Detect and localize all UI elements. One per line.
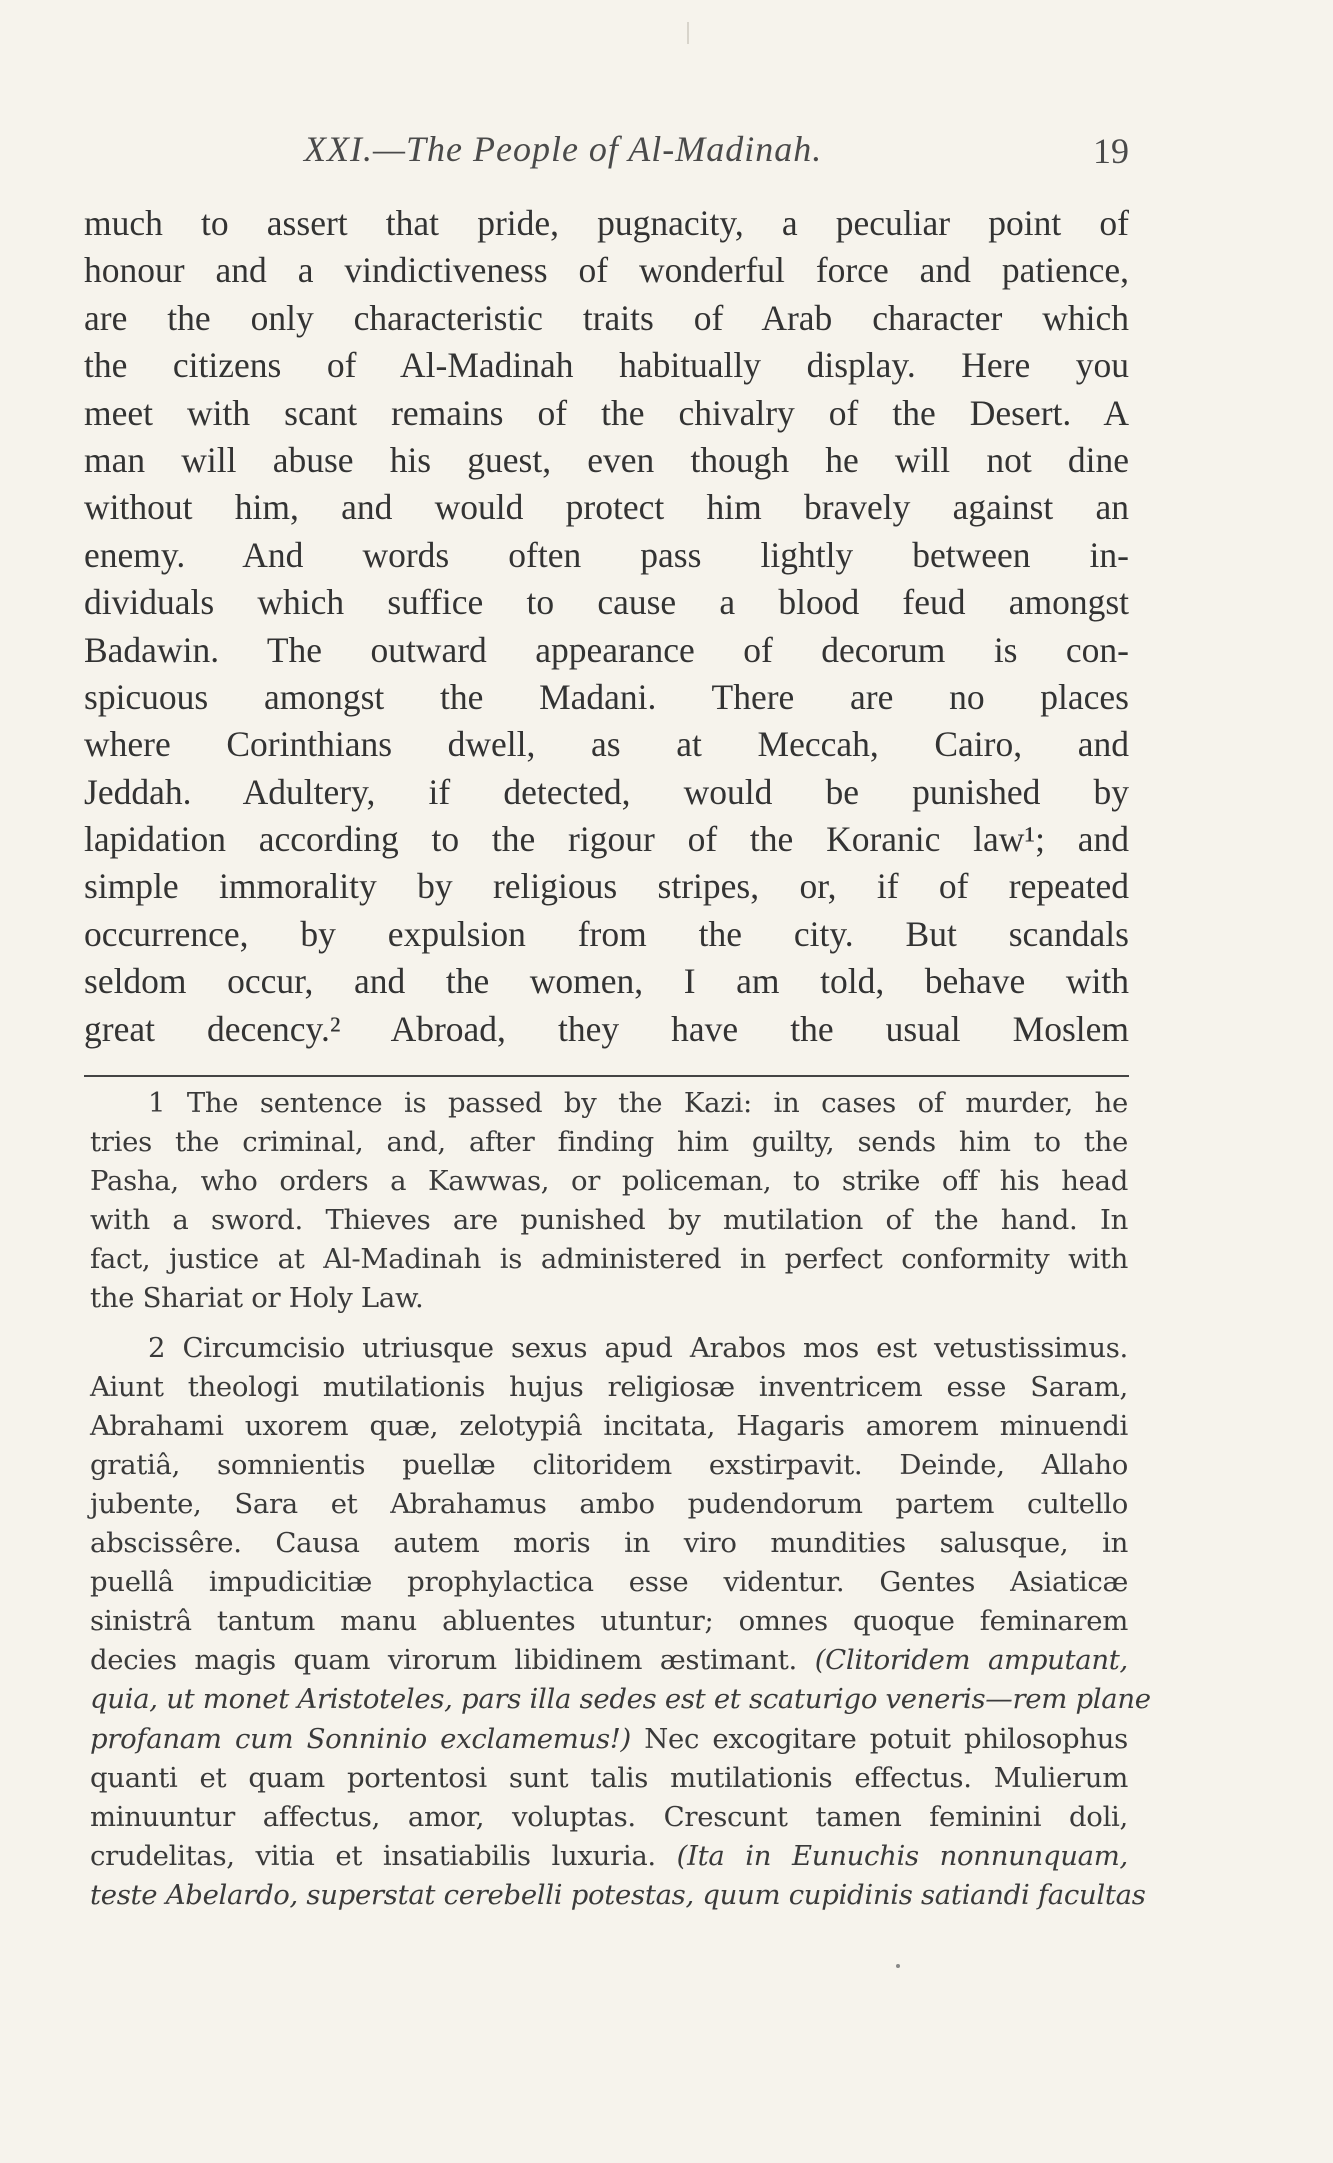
footnote-line: sinistrâ tantum manu abluentes utuntur; omnes quoque feminarem <box>90 1605 1128 1638</box>
footnote-line <box>90 1720 1128 1759</box>
body-line: meet with scant remains of the chivalry of the Desert. A <box>84 392 1129 433</box>
footnote-line: Abrahami uxorem quæ, zelotypiâ incitata, Hagaris amorem minuendi <box>90 1409 1128 1442</box>
footnotes <box>90 1084 1151 1915</box>
footnote-line: minuuntur affectus, amor, voluptas. Crescunt tamen feminini doli, <box>90 1800 1128 1833</box>
footnote-line: 2 Circumcisio utriusque sexus apud Arabos mos est vetustissimus. <box>148 1331 1128 1364</box>
body-line: honour and a vindictiveness of wonderful force and patience, <box>84 250 1129 291</box>
body-line: great decency.² Abroad, they have the usual Moslem <box>84 1008 1129 1049</box>
footnote-italic-text: (Ita in Eunuchis nonnunquam, <box>676 1839 1128 1872</box>
footnote-line: jubente, Sara et Abrahamus ambo pudendorum partem cultello <box>90 1487 1128 1520</box>
page-header <box>84 128 1129 178</box>
footnote-divider <box>84 1075 1129 1077</box>
body-line: the citizens of Al-Madinah habitually display. Here you <box>84 345 1129 386</box>
body-text <box>84 200 1129 1053</box>
body-line: lapidation according to the rigour of the Koranic law¹; and <box>84 819 1129 860</box>
footnote-italic-text: (Clitoridem amputant, <box>814 1644 1128 1677</box>
body-line: dividuals which suffice to cause a blood feud amongst <box>84 582 1129 623</box>
running-title: XXI.—The People of Al-Madinah. <box>304 129 823 169</box>
footnote-line: with a sword. Thieves are punished by mutilation of the hand. In <box>90 1204 1128 1237</box>
body-line: where Corinthians dwell, as at Meccah, Cairo, and <box>84 724 1129 765</box>
footnote-line: Pasha, who orders a Kawwas, or policeman, to strike off his head <box>90 1165 1128 1198</box>
scan-mark <box>687 22 689 44</box>
body-line: seldom occur, and the women, I am told, behave with <box>84 961 1129 1002</box>
footnote-line: quia, ut monet Aristoteles, pars illa sedes est et scaturigo veneris—rem plane <box>90 1683 1151 1716</box>
footnote-text: decies magis quam virorum libidinem æstimant. <box>90 1644 797 1677</box>
footnote-text: Nec excogitare potuit philosophus <box>644 1722 1128 1755</box>
footnote-line: 1 The sentence is passed by the Kazi: in cases of murder, he <box>148 1087 1128 1119</box>
footnote-line: the Shariat or Holy Law. <box>90 1282 424 1315</box>
body-line: much to assert that pride, pugnacity, a peculiar point of <box>84 203 1129 243</box>
footnote-1 <box>90 1084 1128 1319</box>
footnote-2 <box>90 1329 1151 1915</box>
footnote-italic-text: profanam cum Sonninio exclamemus!) <box>90 1722 631 1755</box>
footnote-line: quanti et quam portentosi sunt talis mutilationis effectus. Mulierum <box>90 1761 1128 1794</box>
footnote-text: crudelitas, vitia et insatiabilis luxuria. <box>90 1839 656 1872</box>
footnote-line: gratiâ, somnientis puellæ clitoridem exstirpavit. Deinde, Allaho <box>90 1448 1128 1481</box>
footnote-line: tries the criminal, and, after finding him guilty, sends him to the <box>90 1126 1128 1159</box>
body-line: enemy. And words often pass lightly between in- <box>84 534 1129 575</box>
footnote-line: teste Abelardo, superstat cerebelli potestas, quum cupidinis satiandi facultas <box>90 1878 1146 1911</box>
footnote-line: puellâ impudicitiæ prophylactica esse videntur. Gentes Asiaticæ <box>90 1566 1128 1599</box>
body-line: spicuous amongst the Madani. There are no places <box>84 676 1129 717</box>
body-line: Jeddah. Adultery, if detected, would be punished by <box>84 771 1129 812</box>
footnote-line: abscissêre. Causa autem moris in viro mundities salusque, in <box>90 1527 1128 1560</box>
body-line: man will abuse his guest, even though he will not dine <box>84 439 1129 480</box>
body-line: simple immorality by religious stripes, or, if of repeated <box>84 866 1129 907</box>
page-number: 19 <box>1093 131 1129 171</box>
scan-mark <box>896 1964 900 1968</box>
footnote-line <box>90 1641 1128 1680</box>
body-line: without him, and would protect him bravely against an <box>84 487 1129 528</box>
footnote-line: Aiunt theologi mutilationis hujus religiosæ inventricem esse Saram, <box>90 1370 1128 1403</box>
body-line: Badawin. The outward appearance of decorum is con- <box>84 629 1129 670</box>
footnote-line <box>90 1837 1128 1876</box>
footnote-line: fact, justice at Al-Madinah is administered in perfect conformity with <box>90 1243 1128 1276</box>
body-line: are the only characteristic traits of Arab character which <box>84 297 1129 338</box>
body-line: occurrence, by expulsion from the city. But scandals <box>84 913 1129 954</box>
